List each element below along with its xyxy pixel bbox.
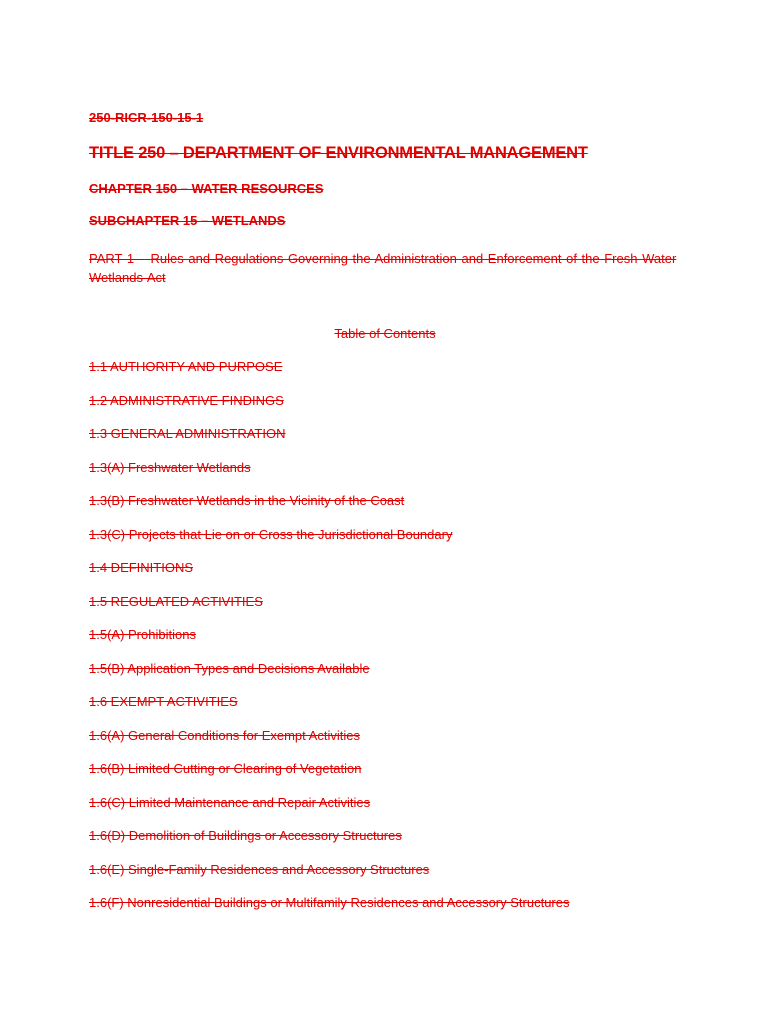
toc-item: 1.6(F) Nonresidential Buildings or Multifamily Residences and Accessory Structures xyxy=(89,895,570,910)
table-of-contents xyxy=(89,360,569,930)
toc-item: 1.5(B) Application Types and Decisions Available xyxy=(89,660,370,676)
toc-item: 1.6(A) General Conditions for Exempt Activities xyxy=(89,727,360,743)
toc-item: 1.5 REGULATED ACTIVITIES xyxy=(89,593,263,609)
part-heading: PART 1 – Rules and Regulations Governing the Administration and Enforcement of the Fresh Water Wetlands Act xyxy=(89,251,677,285)
page-title: TITLE 250 – DEPARTMENT OF ENVIRONMENTAL MANAGEMENT xyxy=(89,144,588,162)
toc-item: 1.5(A) Prohibitions xyxy=(89,627,196,642)
toc-item: 1.3(C) Projects that Lie on or Cross the Jurisdictional Boundary xyxy=(89,526,453,542)
chapter-heading: CHAPTER 150 – WATER RESOURCES xyxy=(89,181,324,196)
toc-item: 1.2 ADMINISTRATIVE FINDINGS xyxy=(89,392,284,408)
doc-id: 250-RICR-150-15-1 xyxy=(89,110,204,125)
toc-item: 1.6(B) Limited Cutting or Clearing of Vegetation xyxy=(89,761,362,776)
toc-item: 1.6(D) Demolition of Buildings or Accessory Structures xyxy=(89,828,402,843)
toc-item: 1.6 EXEMPT ACTIVITIES xyxy=(89,694,238,709)
toc-heading: Table of Contents xyxy=(334,326,436,341)
toc-item: 1.3(A) Freshwater Wetlands xyxy=(89,459,251,475)
toc-item: 1.6(E) Single-Family Residences and Accessory Structures xyxy=(89,861,430,877)
toc-item: 1.6(C) Limited Maintenance and Repair Activities xyxy=(89,794,371,810)
toc-item: 1.3(B) Freshwater Wetlands in the Vicinity of the Coast xyxy=(89,493,405,508)
toc-item: 1.1 AUTHORITY AND PURPOSE xyxy=(89,359,283,374)
toc-item: 1.4 DEFINITIONS xyxy=(89,560,194,575)
toc-item: 1.3 GENERAL ADMINISTRATION xyxy=(89,426,286,441)
subchapter-heading: SUBCHAPTER 15 – WETLANDS xyxy=(89,213,286,228)
